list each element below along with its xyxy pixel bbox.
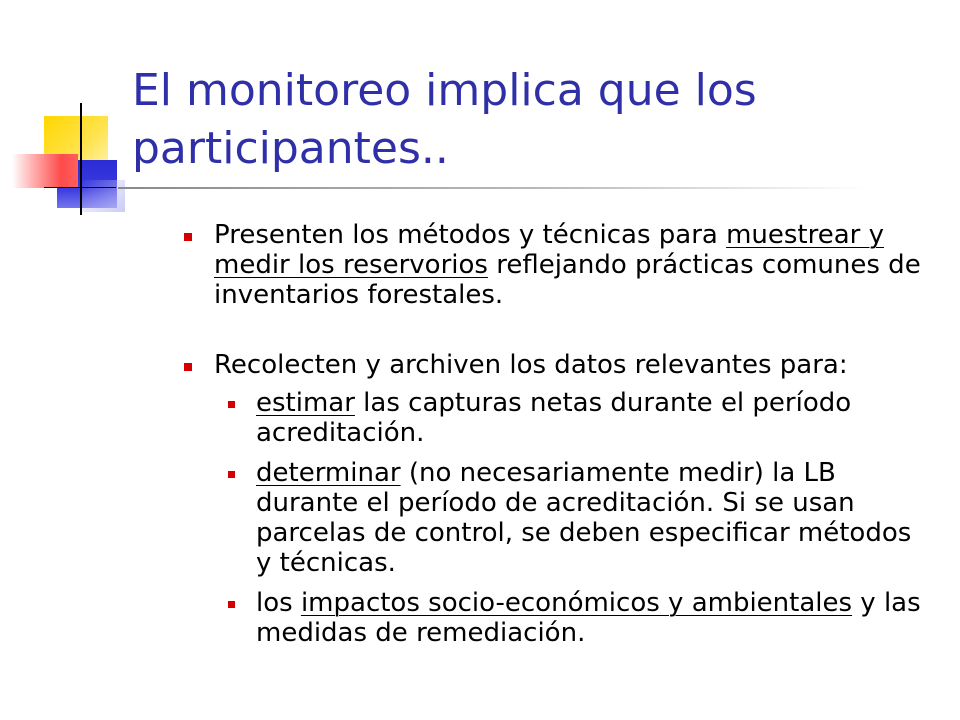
- sub-bullet-text-post: (no necesariamente medir) la LB durante el período de acreditación. Si se usan parcelas de control, se deben especificar métodos y técnicas.: [256, 458, 912, 578]
- bullet-item-methods: [182, 220, 922, 310]
- sub-bullet-text-underlined: impactos socio-económicos y ambientales: [300, 588, 853, 618]
- sub-bullet-text-post: las capturas netas durante el período acreditación.: [256, 388, 852, 448]
- sub-bullet-item-determine: [182, 458, 922, 578]
- bullet-text-post: reflejando prácticas comunes de inventarios forestales.: [214, 250, 921, 310]
- title-divider: [118, 187, 868, 189]
- red-bar-decoration: [12, 154, 78, 188]
- sub-bullet-text-underlined: estimar: [256, 388, 355, 418]
- sub-bullet-item-impacts: [182, 588, 922, 648]
- bullet-text: Recolecten y archiven los datos relevantes para:: [214, 350, 848, 380]
- sub-bullet-item-estimate: [182, 388, 922, 448]
- horizontal-line-decoration: [44, 187, 116, 188]
- square-bullet-icon: [184, 363, 192, 371]
- bullet-item-collect: [182, 350, 922, 380]
- decorative-corner-graphic: [0, 0, 140, 230]
- square-bullet-icon: [184, 233, 192, 241]
- sub-bullet-text-post: y las medidas de remediación.: [256, 588, 921, 648]
- slide-title: El monitoreo implica que los participantes..: [132, 65, 757, 174]
- bullet-text-underlined: muestrear y medir los reservorios: [214, 220, 885, 280]
- blue-fade-decoration: [80, 180, 125, 212]
- bullet-text-pre: Presenten los métodos y técnicas para: [214, 220, 727, 250]
- bullet-list: [182, 220, 922, 648]
- square-bullet-icon: [228, 401, 235, 408]
- sub-bullet-text-pre: los: [256, 588, 301, 618]
- square-bullet-icon: [228, 471, 235, 478]
- square-bullet-icon: [228, 601, 235, 608]
- vertical-line-decoration: [80, 103, 82, 215]
- sub-bullet-text-underlined: determinar: [256, 458, 401, 488]
